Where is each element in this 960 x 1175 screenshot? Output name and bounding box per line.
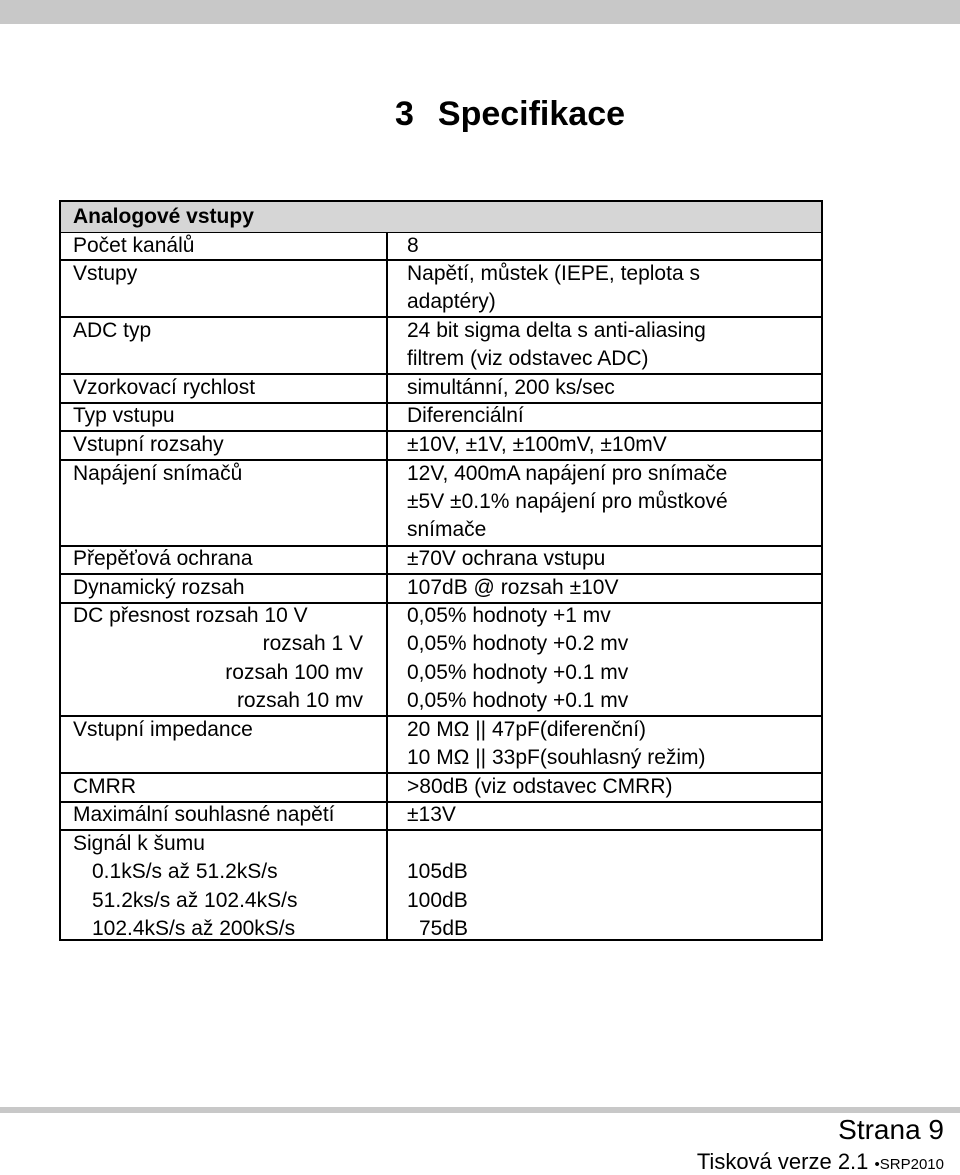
page-number: Strana 9: [838, 1114, 944, 1145]
row-value: 107dB @ rozsah ±10V: [407, 576, 619, 599]
row-value: ±5V ±0.1% napájení pro můstkové: [407, 490, 728, 513]
row-label: ADC typ: [73, 319, 152, 342]
row-value: 105dB: [407, 860, 468, 883]
row-label: Počet kanálů: [73, 234, 195, 257]
row-value: 0,05% hodnoty +0.1 mv: [407, 689, 629, 712]
page-title: [0, 95, 960, 134]
row-value: ±10V, ±1V, ±100mV, ±10mV: [407, 433, 667, 456]
footer-bar: [0, 1107, 960, 1113]
row-label: Signál k šumu: [73, 832, 205, 855]
row-value: 12V, 400mA napájení pro snímače: [407, 462, 728, 485]
row-value: 24 bit sigma delta s anti-aliasing: [407, 319, 706, 342]
table-header-label: Analogové vstupy: [73, 205, 254, 228]
row-label: Vstupní rozsahy: [73, 433, 224, 456]
edition-suffix: •SRP2010: [874, 1156, 944, 1173]
row-sublabel: rozsah 1 V: [262, 632, 363, 655]
row-value: >80dB (viz odstavec CMRR): [407, 775, 673, 798]
row-sublabel: 0.1kS/s až 51.2kS/s: [92, 860, 278, 883]
edition-label: [697, 1149, 944, 1175]
section-title-text: Specifikace: [437, 95, 626, 133]
row-value: 0,05% hodnoty +1 mv: [407, 604, 611, 627]
row-value: 0,05% hodnoty +0.2 mv: [407, 632, 629, 655]
row-sublabel: 51.2ks/s až 102.4kS/s: [92, 889, 298, 912]
row-label: Vstupní impedance: [73, 718, 253, 741]
row-value: ±70V ochrana vstupu: [407, 547, 606, 570]
row-sublabel: 102.4kS/s až 200kS/s: [92, 917, 296, 940]
section-number: 3: [394, 95, 414, 133]
row-sublabel: rozsah 100 mv: [225, 661, 363, 684]
row-value: ±13V: [407, 803, 456, 826]
spec-table: [59, 200, 823, 941]
row-value: 8: [407, 234, 419, 257]
row-value: 100dB: [407, 889, 468, 912]
row-value: Napětí, můstek (IEPE, teplota s: [407, 262, 700, 285]
row-value: Diferenciální: [407, 404, 524, 427]
row-value: 20 MΩ || 47pF(diferenční): [407, 718, 647, 741]
row-value: 75dB: [419, 917, 469, 940]
row-value: adaptéry): [407, 290, 496, 313]
row-value: snímače: [407, 518, 487, 541]
header-bar: [0, 0, 960, 24]
edition-text: Tisková verze 2.1: [696, 1149, 869, 1174]
table-header: [61, 202, 821, 233]
row-label: CMRR: [73, 775, 136, 798]
row-value: simultánní, 200 ks/sec: [407, 376, 615, 399]
row-label: Napájení snímačů: [73, 462, 243, 485]
row-label: DC přesnost rozsah 10 V: [73, 604, 308, 627]
row-label: Přepěťová ochrana: [73, 547, 253, 570]
row-label: Maximální souhlasné napětí: [73, 803, 335, 826]
column-divider: [386, 233, 388, 941]
row-label: Vstupy: [73, 262, 138, 285]
row-value: 10 MΩ || 33pF(souhlasný režim): [407, 746, 706, 769]
row-label: Dynamický rozsah: [73, 576, 245, 599]
row-sublabel: rozsah 10 mv: [236, 689, 363, 712]
row-label: Vzorkovací rychlost: [73, 376, 256, 399]
row-label: Typ vstupu: [73, 404, 175, 427]
row-value: filtrem (viz odstavec ADC): [407, 347, 649, 370]
row-value: 0,05% hodnoty +0.1 mv: [407, 661, 629, 684]
